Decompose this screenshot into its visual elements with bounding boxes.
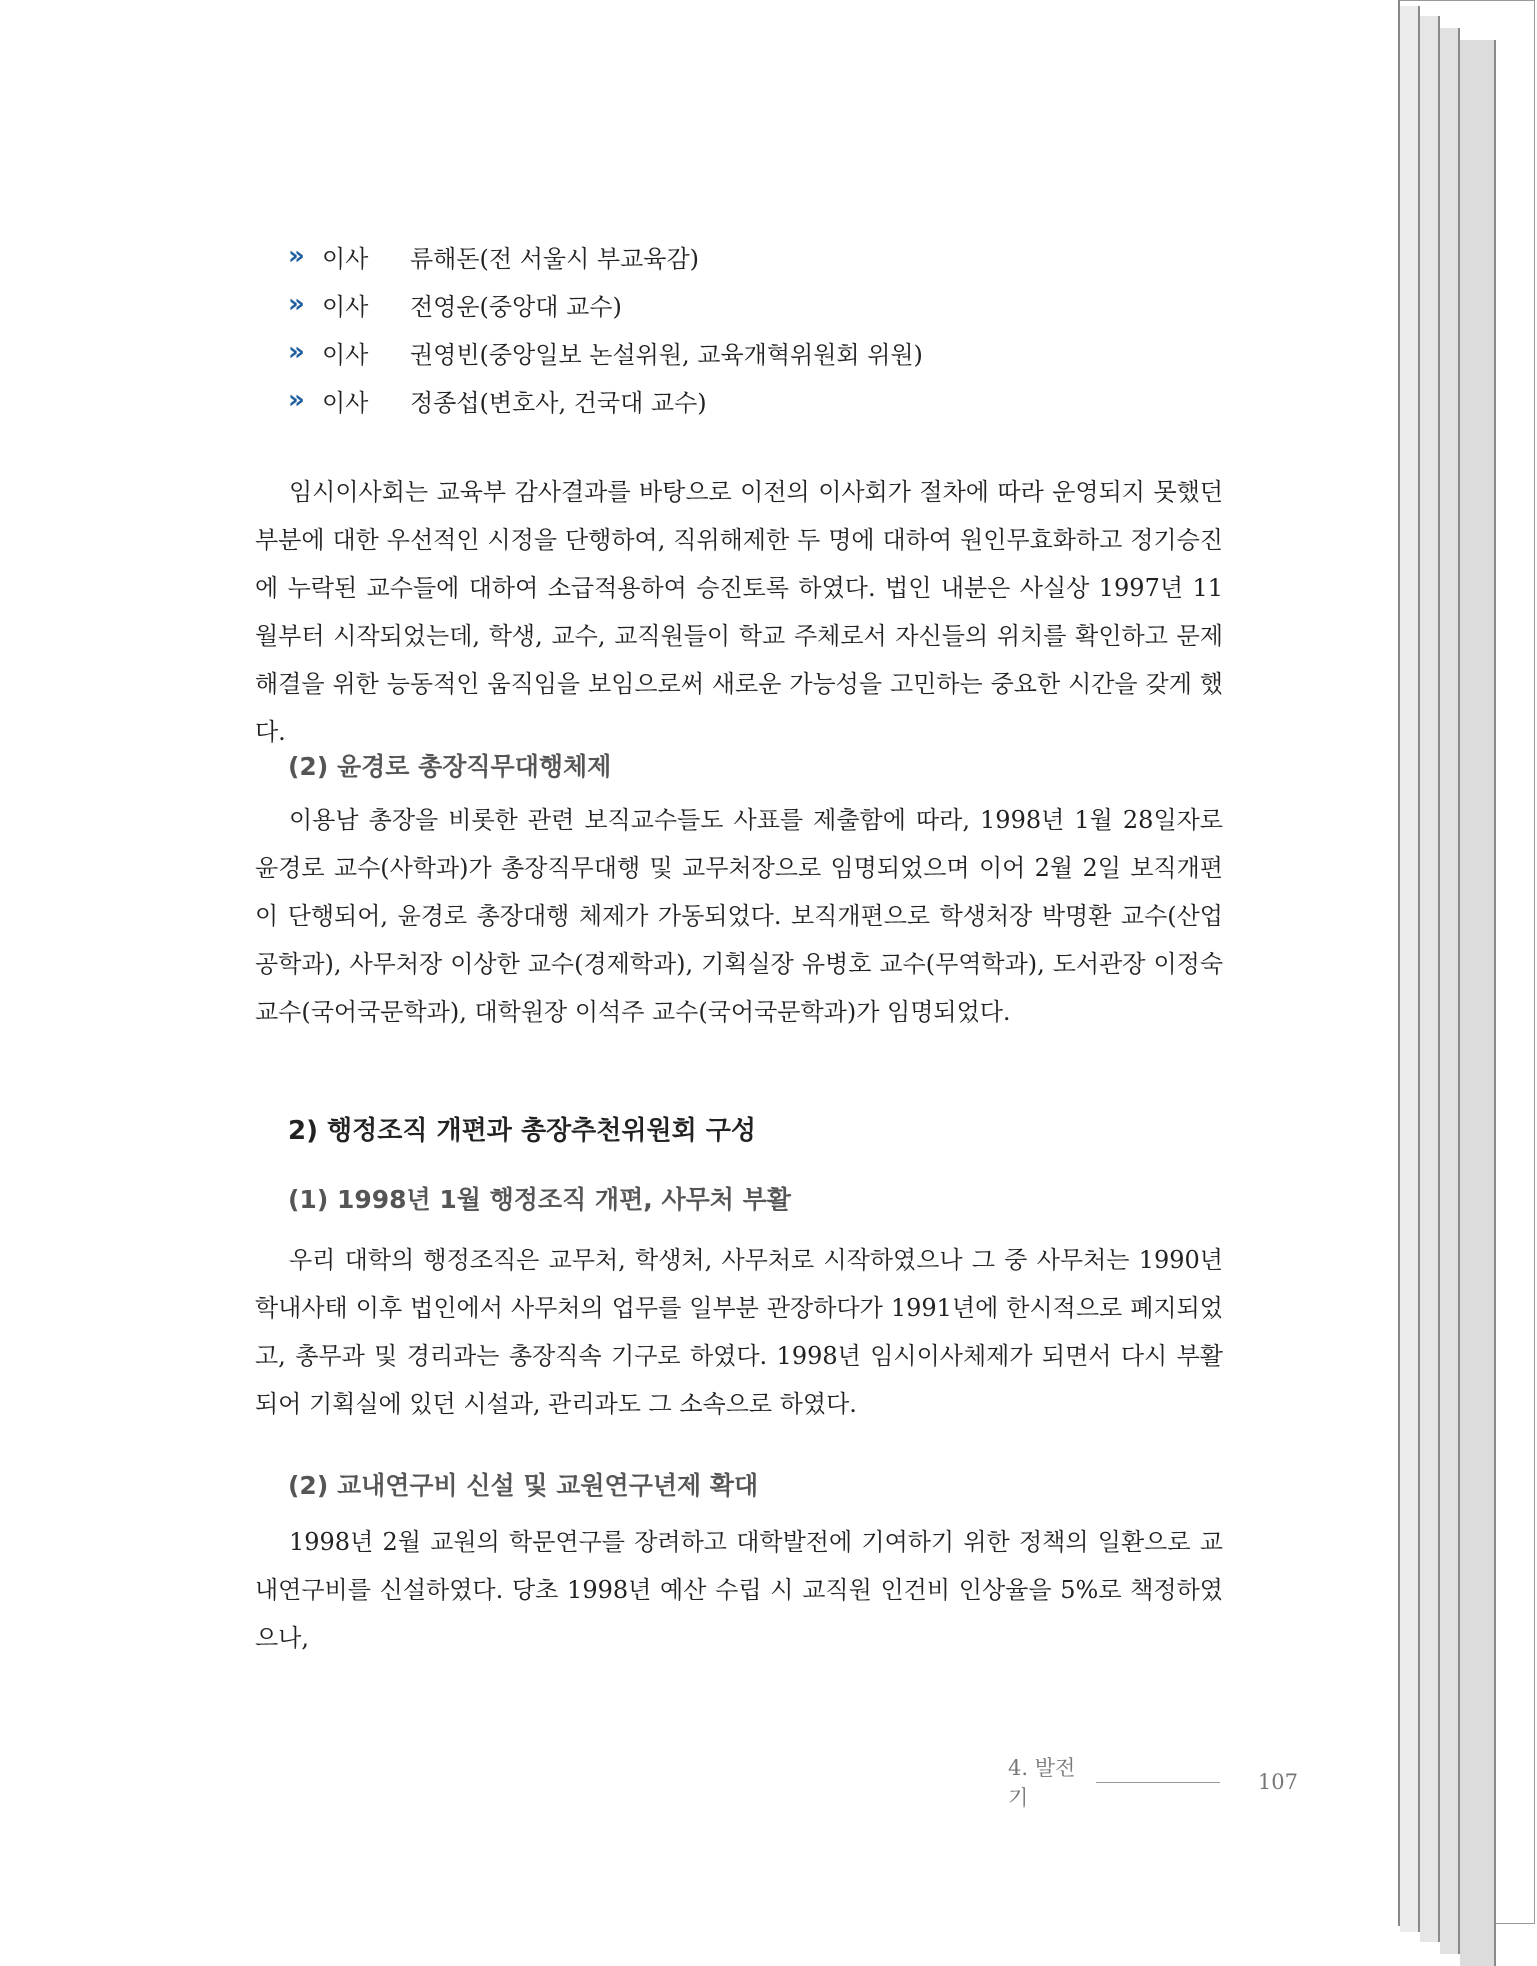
body-paragraph: 이용남 총장을 비롯한 관련 보직교수들도 사표를 제출함에 따라, 1998년 1월 28일자로 윤경로 교수(사학과)가 총장직무대행 및 교무처장으로 임명되었으며 이어 2월 2일 보직개편이 단행되어, 윤경로 총장대행 체제가 가동되었다. 보직개편으로 학생처장 박명환 교수(산업공학과), 사무처장 이상한 교수(경제학과), 기획실장 유병호 교수(무역학과), 도서관장 이정숙 교수(국어국문학과), 대학원장 이석주 교수(국어국문학과)가 임명되었다. (255, 806, 1223, 1026)
bullet-icon: » (288, 337, 305, 367)
board-member-item (288, 280, 923, 328)
bullet-icon: » (288, 385, 305, 415)
bullet-icon: » (288, 289, 305, 319)
member-name: 권영빈(중앙일보 논설위원, 교육개혁위원회 위원) (410, 340, 923, 369)
section-heading: 2) 행정조직 개편과 총장추천위원회 구성 (288, 1116, 757, 1146)
subsection-heading: (1) 1998년 1월 행정조직 개편, 사무처 부활 (288, 1185, 791, 1214)
board-member-item (288, 328, 923, 376)
board-member-list (288, 232, 923, 424)
subsection-heading: (2) 윤경로 총장직무대행체제 (288, 752, 612, 781)
member-name: 류해돈(전 서울시 부교육감) (410, 244, 700, 273)
subsection-heading: (2) 교내연구비 신설 및 교원연구년제 확대 (288, 1471, 759, 1500)
body-paragraph: 임시이사회는 교육부 감사결과를 바탕으로 이전의 이사회가 절차에 따라 운영되지 못했던 부분에 대한 우선적인 시정을 단행하여, 직위해제한 두 명에 대하여 원인무효화하고 정기승진에 누락된 교수들에 대하여 소급적용하여 승진토록 하였다. 법인 내분은 사실상 1997년 11월부터 시작되었는데, 학생, 교수, 교직원들이 학교 주체로서 자신들의 위치를 확인하고 문제해결을 위한 능동적인 움직임을 보임으로써 새로운 가능성을 고민하는 중요한 시간을 갖게 했다. (255, 478, 1223, 746)
member-role: 이사 (322, 388, 369, 417)
page-stack-edge (1400, 6, 1420, 1932)
member-role: 이사 (322, 244, 369, 273)
page-footer (1008, 1752, 1298, 1812)
member-name: 정종섭(변호사, 건국대 교수) (410, 388, 707, 417)
page-number: 107 (1257, 1770, 1298, 1794)
member-name: 전영운(중앙대 교수) (410, 292, 622, 321)
page-stack-edge (1440, 28, 1460, 1954)
board-member-item (288, 376, 923, 424)
body-paragraph: 우리 대학의 행정조직은 교무처, 학생처, 사무처로 시작하였으나 그 중 사무처는 1990년 학내사태 이후 법인에서 사무처의 업무를 일부분 관장하다가 1991년에 한시적으로 폐지되었고, 총무과 및 경리과는 총장직속 기구로 하였다. 1998년 임시이사체제가 되면서 다시 부활되어 기획실에 있던 시설과, 관리과도 그 소속으로 하였다. (255, 1246, 1223, 1418)
page-stack-edge (1420, 16, 1440, 1942)
footer-rule (1096, 1782, 1220, 1783)
board-member-item (288, 232, 923, 280)
body-paragraph: 1998년 2월 교원의 학문연구를 장려하고 대학발전에 기여하기 위한 정책의 일환으로 교내연구비를 신설하였다. 당초 1998년 예산 수립 시 교직원 인건비 인상율을 5%로 책정하였으나, (255, 1528, 1223, 1652)
member-role: 이사 (322, 292, 369, 321)
member-role: 이사 (322, 340, 369, 369)
page-stack-edge (1460, 40, 1496, 1966)
chapter-label: 4. 발전기 (1008, 1756, 1076, 1810)
bullet-icon: » (288, 241, 305, 271)
